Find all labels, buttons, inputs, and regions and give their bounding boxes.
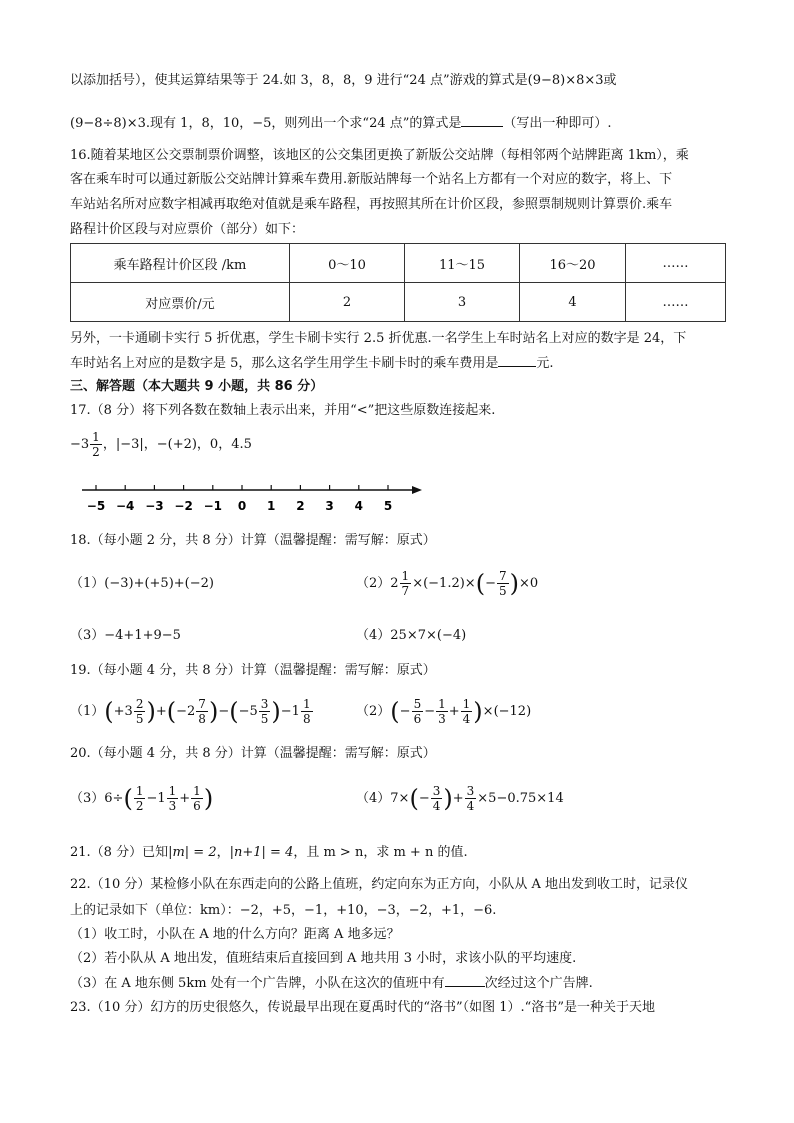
fraction: $\frac{1}{3}$ <box>168 784 177 813</box>
q22-line1: 22.（10 分）某检修小队在东西走向的公路上值班，约定向东为正方向，小队从 A 地出发到收工时，记录仪 <box>70 877 689 892</box>
q19-p1-c: −5 <box>238 704 258 719</box>
q15-answer-blank[interactable] <box>461 114 503 127</box>
q15-line2 <box>70 114 612 133</box>
q16-line3: 车站站名所对应数字相减再取绝对值就是乘车路程，再按照其所在计价区段，参照票制规则计算票价.乘车 <box>70 197 673 212</box>
q16-unit: 元. <box>536 356 554 371</box>
q17-numbers <box>70 428 252 462</box>
axis-tick-label: 4 <box>354 499 363 513</box>
fraction: $\frac{3}{5}$ <box>260 697 269 726</box>
fare-cell: 对应票价/元 <box>71 283 290 322</box>
q22-line4: （2）若小队从 A 地出发，值班结束后直接回到 A 地共用 3 小时，求该小队的平均速度. <box>70 951 577 966</box>
fraction: $\frac{7}{5}$ <box>498 569 507 598</box>
q17-num-rest: ，|−3|，−(+2)，0，4.5 <box>102 437 252 452</box>
q18-title: 18.（每小题 2 分，共 8 分）计算（温馨提醒：需写解：原式） <box>70 533 436 548</box>
paren: ) <box>146 697 156 726</box>
q19-p2-end: ×(−12) <box>482 704 532 719</box>
q19-p1-a: +3 <box>113 704 133 719</box>
fraction: $\frac{1}{3}$ <box>438 697 446 726</box>
paren: ) <box>271 697 281 726</box>
q19-p1-b: −2 <box>176 704 196 719</box>
axis-tick-label: 0 <box>237 499 247 513</box>
q18-p2-end: ×0 <box>518 576 539 591</box>
fraction: $\frac{1}{4}$ <box>462 697 471 726</box>
paren: ) <box>443 784 453 813</box>
paren: ) <box>509 569 519 598</box>
q15-line1 <box>70 72 617 90</box>
q15-text2: .现有 1，8，10，−5，则列出一个求“24 点”的算式是 <box>145 116 462 131</box>
q22-line3: （1）收工时，小队在 A 地的什么方向？距离 A 地多远？ <box>70 927 400 942</box>
axis-tick-label: 1 <box>267 499 276 513</box>
paren: ( <box>166 697 177 726</box>
q21-mid: ， <box>216 845 230 860</box>
fare-cell: 乘车路程计价区段 /km <box>71 244 290 283</box>
q21-pre: 21.（8 分）已知 <box>70 845 169 860</box>
q16-after1: 另外，一卡通刷卡实行 5 折优惠，学生卡刷卡实行 2.5 折优惠.一名学生上车时站名上对应的数字是 24，下 <box>70 331 687 346</box>
q19-p1-label: （1） <box>70 704 105 719</box>
section-title: 三、解答题（本大题共 9 小题，共 86 分） <box>70 379 324 394</box>
paren: ( <box>409 784 419 813</box>
q16-line1: 16.随着某地区公交票制票价调整，该地区的公交集团更换了新版公交站牌（每相邻两个站牌距离 1km），乘 <box>70 148 689 163</box>
fraction: $\frac{1}{2}$ <box>92 430 100 459</box>
q19-p1-d: −1 <box>280 704 300 719</box>
q19-p1: （1）(+3 $\frac{2}{5}$ )+(−2 $\frac{7}{8}$ )−(−5 $\frac{3}{5}$ )−1 $\frac{1}{8}$ <box>70 697 311 726</box>
fraction: $\frac{1}{2}$ <box>135 784 144 813</box>
q20-p4-end: ×5−0.75×14 <box>477 791 564 806</box>
paren: ( <box>104 697 114 726</box>
fare-table <box>70 243 726 322</box>
q21-abs-m: |m| = 2 <box>168 845 217 860</box>
fare-cell: …… <box>626 244 726 283</box>
q16-after2 <box>70 354 554 373</box>
q16-after2-text: 车时站名上对应的是数字是 5，那么这名学生用学生卡刷卡时的乘车费用是 <box>70 356 499 371</box>
q15-or: 或 <box>603 73 617 88</box>
fare-cell: …… <box>626 283 726 322</box>
q20-p4-label: （4）7× <box>356 791 410 806</box>
fraction: $\frac{2}{5}$ <box>135 697 144 726</box>
fare-cell: 2 <box>290 283 405 322</box>
paren: ( <box>390 697 400 726</box>
q15-expr2: (9−8÷8)×3 <box>70 116 146 131</box>
q21-line <box>70 844 468 862</box>
q18-p3: （3）−4+1+9−5 <box>70 628 181 643</box>
q15-text3: （写出一种即可）. <box>503 116 612 131</box>
fare-cell: 4 <box>520 283 626 322</box>
fraction: $\frac{7}{8}$ <box>198 697 206 726</box>
fraction: $\frac{1}{8}$ <box>302 697 311 726</box>
axis-ticks <box>87 485 392 513</box>
q18-p2-mid: ×(−1.2)× <box>412 576 476 591</box>
q16-answer-blank[interactable] <box>498 354 536 367</box>
q22-l5-pre: （3）在 A 地东侧 5km 处有一个广告牌，小队在这次的值班中有 <box>70 976 445 991</box>
q22-answer-blank[interactable] <box>445 974 485 987</box>
axis-tick-label: −2 <box>174 499 193 513</box>
q22-line5 <box>70 974 593 993</box>
axis-tick-label: 2 <box>296 499 305 513</box>
axis-tick-label: 5 <box>383 499 393 513</box>
q22-l5-post: 次经过这个广告牌. <box>484 976 593 991</box>
q20-p3: （3）6÷( $\frac{1}{2}$ −1 $\frac{1}{3}$ + $\frac{1}{6}$ ) <box>70 784 214 813</box>
fare-table-header-row <box>71 244 726 283</box>
paren: ) <box>203 784 214 813</box>
q19-title: 19.（每小题 4 分，共 8 分）计算（温馨提醒：需写解：原式） <box>70 663 436 678</box>
q18-p2: （2）2 $\frac{1}{7}$ ×(−1.2)×(− $\frac{7}{5}$ )×0 <box>356 569 539 598</box>
fare-cell: 16～20 <box>520 244 626 283</box>
q17-num-pre: −3 <box>70 437 90 452</box>
q21-abs-n: |n+1| = 4 <box>229 845 294 860</box>
fraction: $\frac{3}{4}$ <box>432 784 441 813</box>
axis-tick-label: −4 <box>115 499 135 513</box>
q23-line1: 23.（10 分）幻方的历史很悠久，传说最早出现在夏禹时代的“洛书”（如图 1）.“洛书”是一种关于天地 <box>70 1000 655 1015</box>
fare-cell: 11～15 <box>405 244 520 283</box>
fare-cell: 3 <box>405 283 520 322</box>
fraction: $\frac{1}{7}$ <box>401 569 410 598</box>
q22-line2: 上的记录如下（单位：km）：−2，+5，−1，+10，−3，−2，+1，−6. <box>70 903 497 918</box>
fare-cell: 0～10 <box>290 244 405 283</box>
q15-text: 以添加括号），使其运算结果等于 24.如 3，8，8，9 进行“24 点”游戏的算式是 <box>70 73 528 88</box>
q18-p1: （1）(−3)+(+5)+(−2) <box>70 576 214 591</box>
q16-line4: 路程计价区段与对应票价（部分）如下： <box>70 222 305 237</box>
axis-tick-label: −1 <box>203 499 223 513</box>
q21-rest: ，且 m > n，求 m + n 的值. <box>293 845 468 860</box>
paren: ( <box>475 569 486 598</box>
q20-p3-b: −1 <box>146 791 166 806</box>
q17-text: 17.（8 分）将下列各数在数轴上表示出来，并用“<”把这些原数连接起来. <box>70 403 496 418</box>
axis-tick-label: −3 <box>145 499 164 513</box>
q16-line2: 客在乘车时可以通过新版公交站牌计算乘车费用.新版站牌每一个站名上方都有一个对应的数字，将上、下 <box>70 172 673 187</box>
fare-table-row <box>71 283 726 322</box>
q18-p4: （4）25×7×(−4) <box>356 628 467 643</box>
paren: ) <box>208 697 219 726</box>
axis-arrow <box>412 486 422 494</box>
q20-p3-label: （3）6÷ <box>70 791 124 806</box>
q15-expr1: (9−8)×8×3 <box>527 73 604 88</box>
number-line <box>78 482 428 516</box>
fraction: $\frac{5}{6}$ <box>413 697 422 726</box>
q20-title: 20.（每小题 4 分，共 8 分）计算（温馨提醒：需写解：原式） <box>70 746 436 761</box>
q20-p4: （4）7×(− $\frac{3}{4}$ )+ $\frac{3}{4}$ ×5−0.75×14 <box>356 784 564 813</box>
fraction: $\frac{1}{6}$ <box>193 784 201 813</box>
paren: ( <box>123 784 133 813</box>
fraction: $\frac{3}{4}$ <box>466 784 475 813</box>
axis-tick-label: 3 <box>325 499 334 513</box>
q18-p2-pre: （2）2 <box>356 576 399 591</box>
q19-p2: （2）(− $\frac{5}{6}$ − $\frac{1}{3}$ + $\frac{1}{4}$ )×(−12) <box>356 697 532 726</box>
paren: ) <box>473 697 483 726</box>
q19-p2-label: （2） <box>356 704 391 719</box>
axis-tick-label: −5 <box>86 499 106 513</box>
paren: ( <box>229 697 239 726</box>
